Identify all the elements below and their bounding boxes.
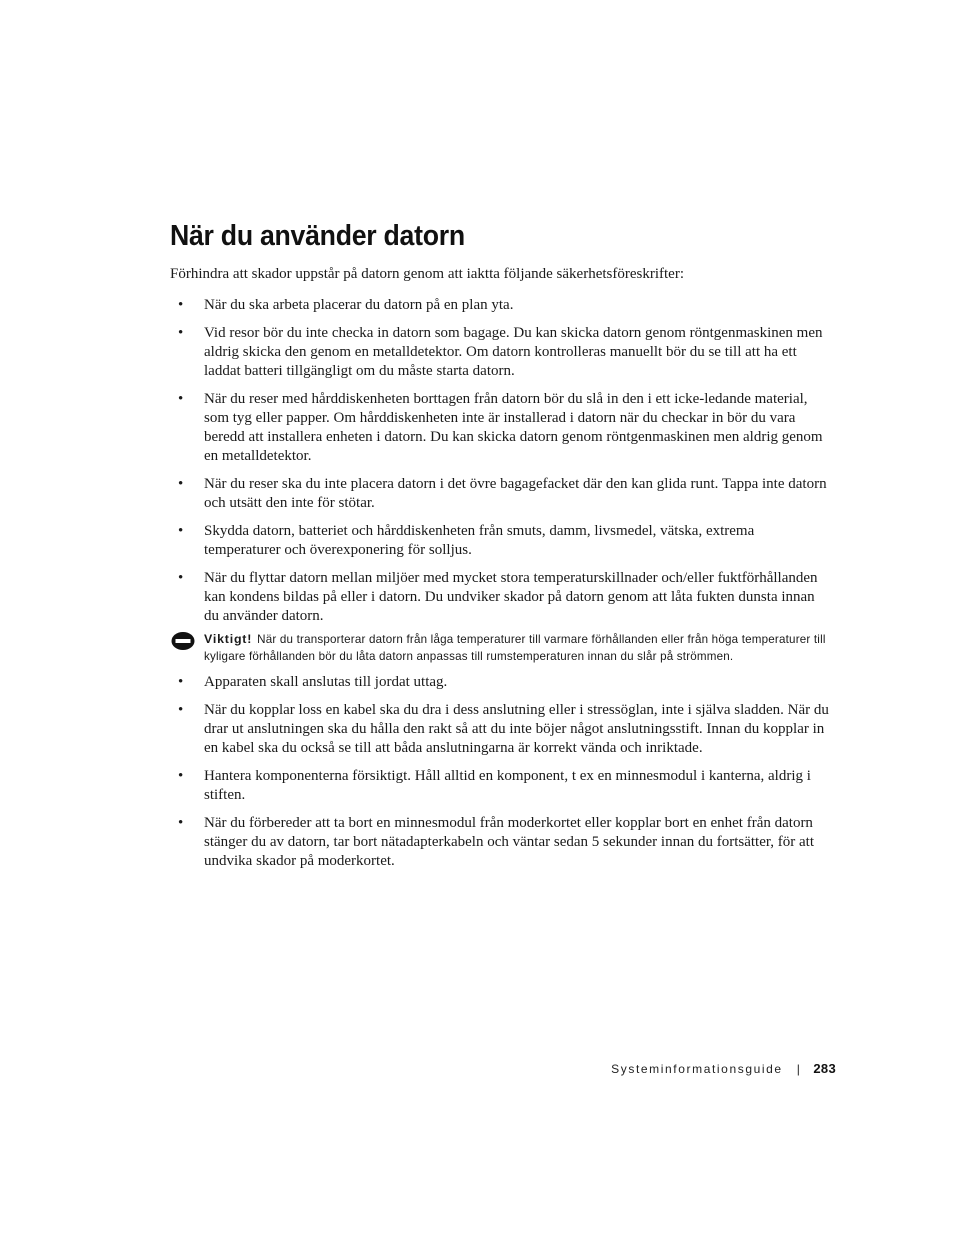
safety-list (170, 296, 830, 871)
list-item (170, 673, 830, 692)
list-item-text: Vid resor bör du inte checka in datorn som bagage. Du kan skicka datorn genom röntgenmaskinen men aldrig skicka den genom en metalldetektor. Om datorn kontrolleras manuellt bör du se till att ha ett laddat batteri tillgängligt om du måste starta datorn. (204, 325, 823, 379)
bullet: • (178, 476, 184, 492)
intro-paragraph: Förhindra att skador uppstår på datorn genom att iaktta följande säkerhetsföreskrifter: (170, 266, 684, 282)
list-item-text: När du reser med hårddiskenheten borttagen från datorn bör du slå in den i ett icke-ledande material, som tyg eller papper. Om hårddiskenheten inte är installerad i datorn när du checkar in bör du vara beredd att installera enheten i datorn. Du kan skicka datorn genom röntgenmaskinen men aldrig genom en metalldetektor. (204, 391, 823, 464)
list-item (170, 814, 830, 871)
bullet: • (178, 523, 184, 539)
list-item-text: När du flyttar datorn mellan miljöer med mycket stora temperaturskillnader och/eller fuktförhållanden kan kondens bildas på eller i datorn. Du undviker skador på datorn genom att låta fukten dunsta innan du använder datorn. (204, 570, 818, 624)
page-number: 283 (813, 1061, 836, 1076)
list-item (170, 324, 830, 381)
bullet: • (178, 702, 184, 718)
bullet: • (178, 570, 184, 586)
list-item-text: När du förbereder att ta bort en minnesmodul från moderkortet eller kopplar bort en enhet från datorn stänger du av datorn, tar bort nätadapterkabeln och väntar sedan 5 sekunder innan du fortsätter, för att undvika skador på moderkortet. (204, 815, 815, 869)
list-item-text: Hantera komponenterna försiktigt. Håll alltid en komponent, t ex en minnesmodul i kanterna, aldrig i stiften. (204, 768, 811, 803)
footer-separator: | (796, 1061, 802, 1076)
notice-text: När du transporterar datorn från låga temperaturer till varmare förhållanden eller från höga temperaturer till kyligare förhållanden bör du låta datorn anpassas till rumstemperaturen innan du slår på strömmen. (204, 633, 826, 663)
bullet: • (178, 674, 184, 690)
list-item-text: När du ska arbeta placerar du datorn på en plan yta. (204, 297, 514, 313)
notice-block (170, 631, 830, 665)
notice-label: Viktigt! (204, 632, 253, 646)
bullet: • (178, 297, 184, 313)
list-item-text: Apparaten skall anslutas till jordat uttag. (204, 674, 448, 690)
list-item-text: När du reser ska du inte placera datorn i det övre bagagefacket där den kan glida runt. Tappa inte datorn och utsätt den inte för stötar. (204, 476, 827, 511)
page-footer (611, 1061, 836, 1076)
list-item (170, 767, 830, 805)
list-item-text: Skydda datorn, batteriet och hårddiskenheten från smuts, damm, livsmedel, vätska, extrema temperaturer och överexponering för solljus. (204, 523, 755, 558)
list-item (170, 569, 830, 626)
bullet: • (178, 325, 184, 341)
bullet: • (178, 815, 184, 831)
list-item-text: När du kopplar loss en kabel ska du dra i dess anslutning eller i stressöglan, inte i själva sladden. När du drar ut anslutningen ska du hålla den rakt så att du inte böjer något anslutningsstift. Innan du kopplar in en kabel ska du också se till att båda anslutningarna är korrekt vända och inriktade. (204, 702, 829, 756)
list-item (170, 475, 830, 513)
list-item (170, 701, 830, 758)
list-item (170, 296, 830, 315)
list-item (170, 390, 830, 466)
guide-title: Systeminformationsguide (611, 1061, 783, 1076)
notice-icon (170, 631, 196, 651)
bullet: • (178, 391, 184, 407)
bullet: • (178, 768, 184, 784)
list-item (170, 522, 830, 560)
page-title: När du använder datorn (170, 220, 465, 252)
